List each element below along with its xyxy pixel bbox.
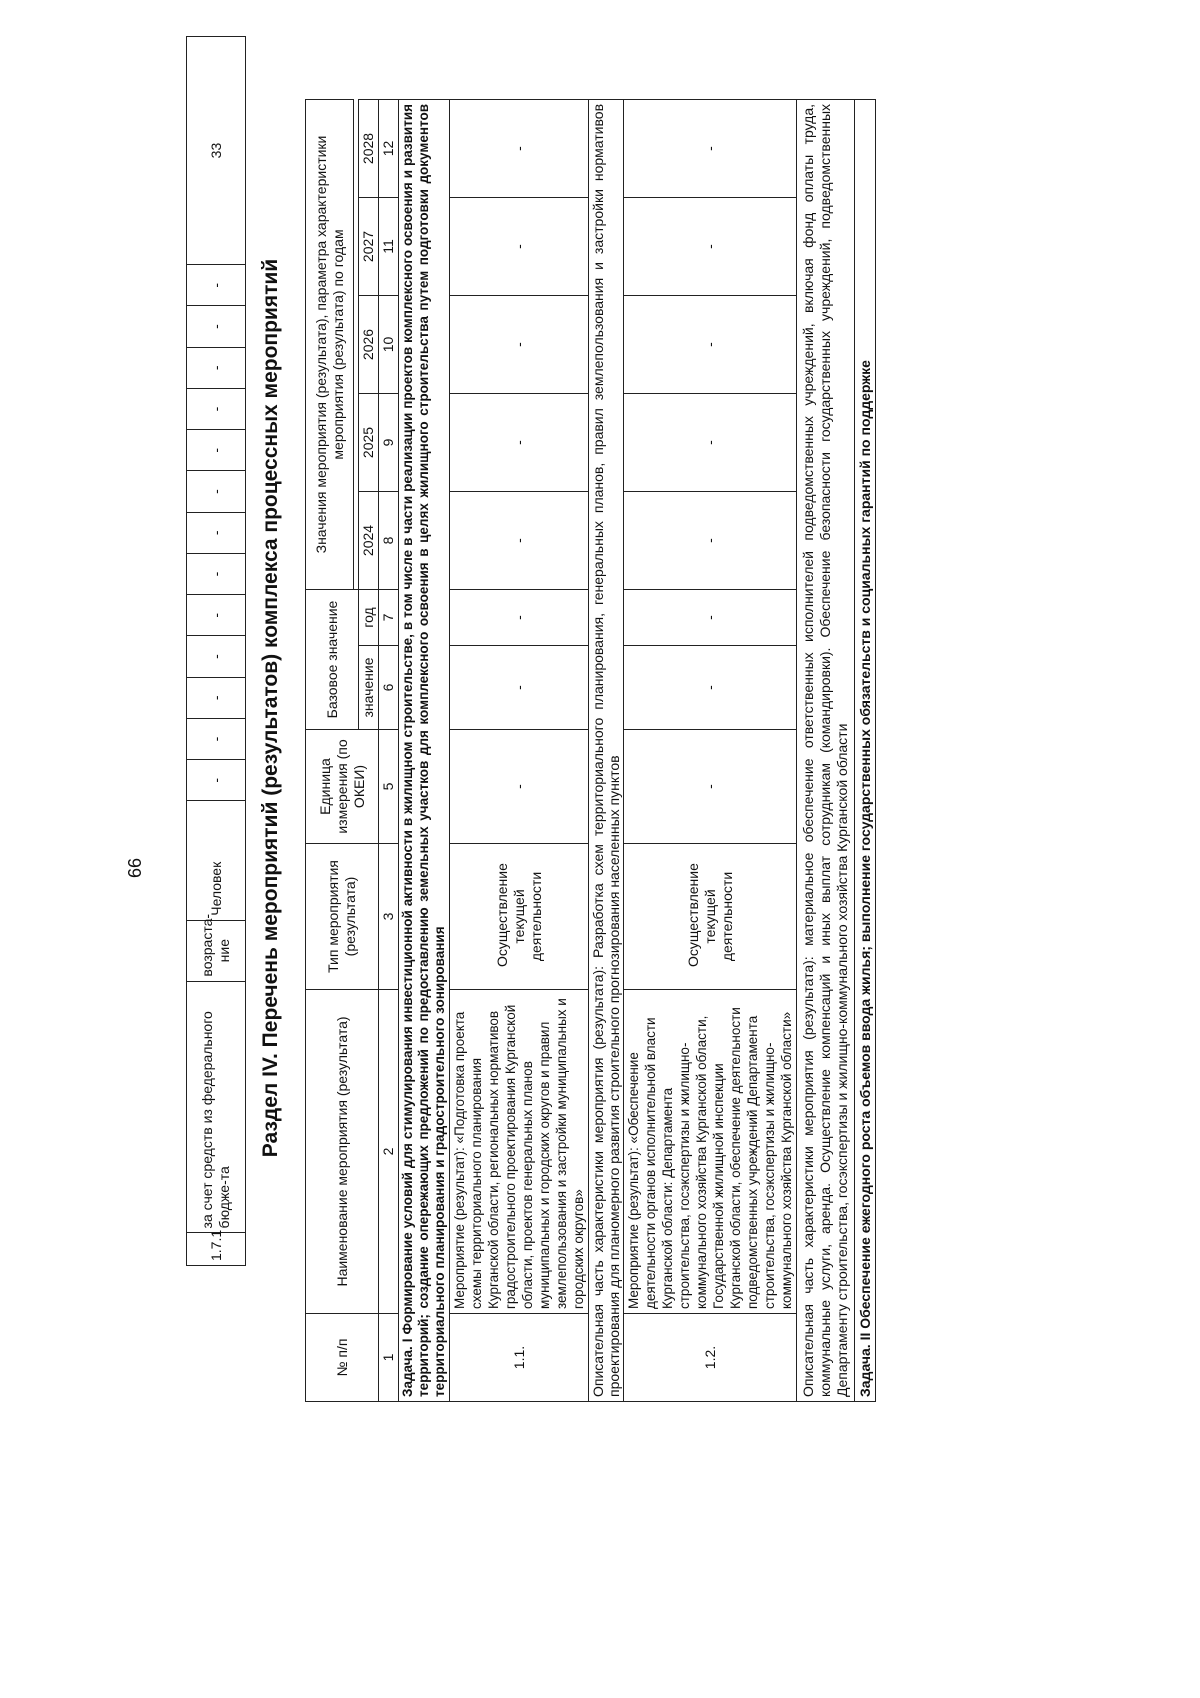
task-2-text: Задача. II Обеспечение ежегодного роста объемов ввода жилья; выполнение государственных обязательств и социальных гарантий по поддержке [855, 99, 876, 1401]
dash-cell: - [187, 512, 246, 553]
measures-table [305, 99, 876, 1402]
column-number-row [379, 99, 399, 1401]
header-year: 2028 [359, 99, 379, 197]
description-2-text: Описательная часть характеристики мероприятия (результата): материальное обеспечение ответственных исполнителей подведомственных учреждений, включая фонд оплаты труда, коммунальные услуги, аренда. Осуществление компенсаций и иных выплат сотрудникам (командировки). Обеспечение безопасности государственных учреждений, подведомственных Департаменту строительства, госэкспертизы и жилищно-коммунального хозяйства Курганской области [797, 99, 855, 1401]
dash-cell: - [187, 430, 246, 471]
table-row [624, 99, 797, 1401]
header-year: 2026 [359, 296, 379, 394]
header-type: Тип мероприятия (результата) [306, 844, 379, 990]
row-name: Мероприятие (результат): «Обеспечение деятельности органов исполнительной власти Курганской области: Департамента строительства, госэкспертизы и жилищно-коммунального хозяйства Курганской области, Государственной жилищной инспекции Курганской области, обеспечение деятельности подведомственных учреждений Департамента строительства, госэкспертизы и жилищно-коммунального хозяйства Курганской области» [624, 990, 797, 1314]
header-unit: Единица измерения (по ОКЕИ) [306, 730, 379, 844]
row-value: - [624, 99, 797, 197]
column-number: 3 [379, 844, 399, 990]
row-value: - [624, 394, 797, 492]
section-title: Раздел IV. Перечень мероприятий (результатов) комплекса процессных мероприятий [259, 258, 282, 1158]
row-value: - [450, 590, 589, 646]
column-number: 12 [379, 99, 399, 197]
header-base-value: значение [359, 646, 379, 730]
header-base-year: год [359, 590, 379, 646]
column-number: 10 [379, 296, 399, 394]
row-value: - [624, 590, 797, 646]
header-year: 2024 [359, 492, 379, 590]
header-name: Наименование мероприятия (результата) [306, 990, 379, 1314]
dash-cell: - [187, 677, 246, 718]
continuation-row-table [186, 36, 246, 1266]
column-number: 9 [379, 394, 399, 492]
row-value: - [450, 394, 589, 492]
row-value: - [624, 646, 797, 730]
dash-cell: - [187, 388, 246, 429]
row-type: Осуществление текущей деятельности [624, 844, 797, 990]
header-num: № п/п [306, 1314, 379, 1402]
row-desc-cell: за счет средств из федерального бюдже-та [187, 981, 246, 1233]
column-number: 6 [379, 646, 399, 730]
description-row [589, 99, 624, 1401]
row-value: - [450, 296, 589, 394]
page-number: 66 [125, 857, 145, 878]
row-unit-cell: Человек [187, 801, 246, 920]
task-row [399, 99, 450, 1401]
row-number: 1.2. [624, 1314, 797, 1402]
row-value: - [450, 646, 589, 730]
row-type-cell: возраста-ние [187, 920, 246, 981]
column-number: 8 [379, 492, 399, 590]
continuation-row [187, 37, 246, 1266]
row-value: - [624, 730, 797, 844]
table-row [450, 99, 589, 1401]
column-number: 1 [379, 1314, 399, 1402]
dash-cell: - [187, 553, 246, 594]
header-base: Базовое значение [306, 590, 359, 730]
row-value: - [450, 198, 589, 296]
description-row [797, 99, 855, 1401]
dash-cell: - [187, 595, 246, 636]
row-num-cell: 1.7.1 [187, 1233, 246, 1266]
column-number: 11 [379, 198, 399, 296]
task-row [855, 99, 876, 1401]
row-value: - [624, 492, 797, 590]
row-name: Мероприятие (результат): «Подготовка проекта схемы территориального планирования Курганской области, региональных нормативов градостроительного проектирования Курганской области, проектов генеральных планов муниципальных и городских округов и правил землепользования и застройки муниципальных и городских округов» [450, 990, 589, 1314]
row-type: Осуществление текущей деятельности [450, 844, 589, 990]
row-number: 1.1. [450, 1314, 589, 1402]
dash-cell: - [187, 347, 246, 388]
dash-cell: - [187, 760, 246, 801]
column-number: 7 [379, 590, 399, 646]
header-year: 2027 [359, 198, 379, 296]
row-value: - [624, 198, 797, 296]
dash-cell: - [187, 471, 246, 512]
description-1-text: Описательная часть характеристики мероприятия (результата): Разработка схем территориального планирования, генеральных планов, правил землепользования и застройки нормативов проектирования для планомерного развития строительного прогнозирования населенных пунктов [589, 99, 624, 1401]
task-1-text: Задача. I Формирование условий для стимулирования инвестиционной активности в жилищном строительстве, в том числе в части реализации проектов комплексного освоения и развития территорий; создание опережающих предложений по предоставлению земельных участков для комплексного освоения в целях жилищного строительства путем подготовки документов территориального планирования и градостроительного зонирования [399, 99, 450, 1401]
row-last-cell: 33 [187, 37, 246, 265]
row-value: - [450, 99, 589, 197]
row-value: - [450, 492, 589, 590]
header-year: 2025 [359, 394, 379, 492]
dash-cell: - [187, 306, 246, 347]
dash-cell: - [187, 636, 246, 677]
row-value: - [450, 730, 589, 844]
dash-cell: - [187, 718, 246, 759]
dash-cell: - [187, 265, 246, 306]
column-number: 5 [379, 730, 399, 844]
row-value: - [624, 296, 797, 394]
header-row-1 [306, 99, 354, 1401]
header-values: Значения мероприятия (результата), параметра характеристики мероприятия (результата) по годам [306, 99, 354, 589]
column-number: 2 [379, 990, 399, 1314]
